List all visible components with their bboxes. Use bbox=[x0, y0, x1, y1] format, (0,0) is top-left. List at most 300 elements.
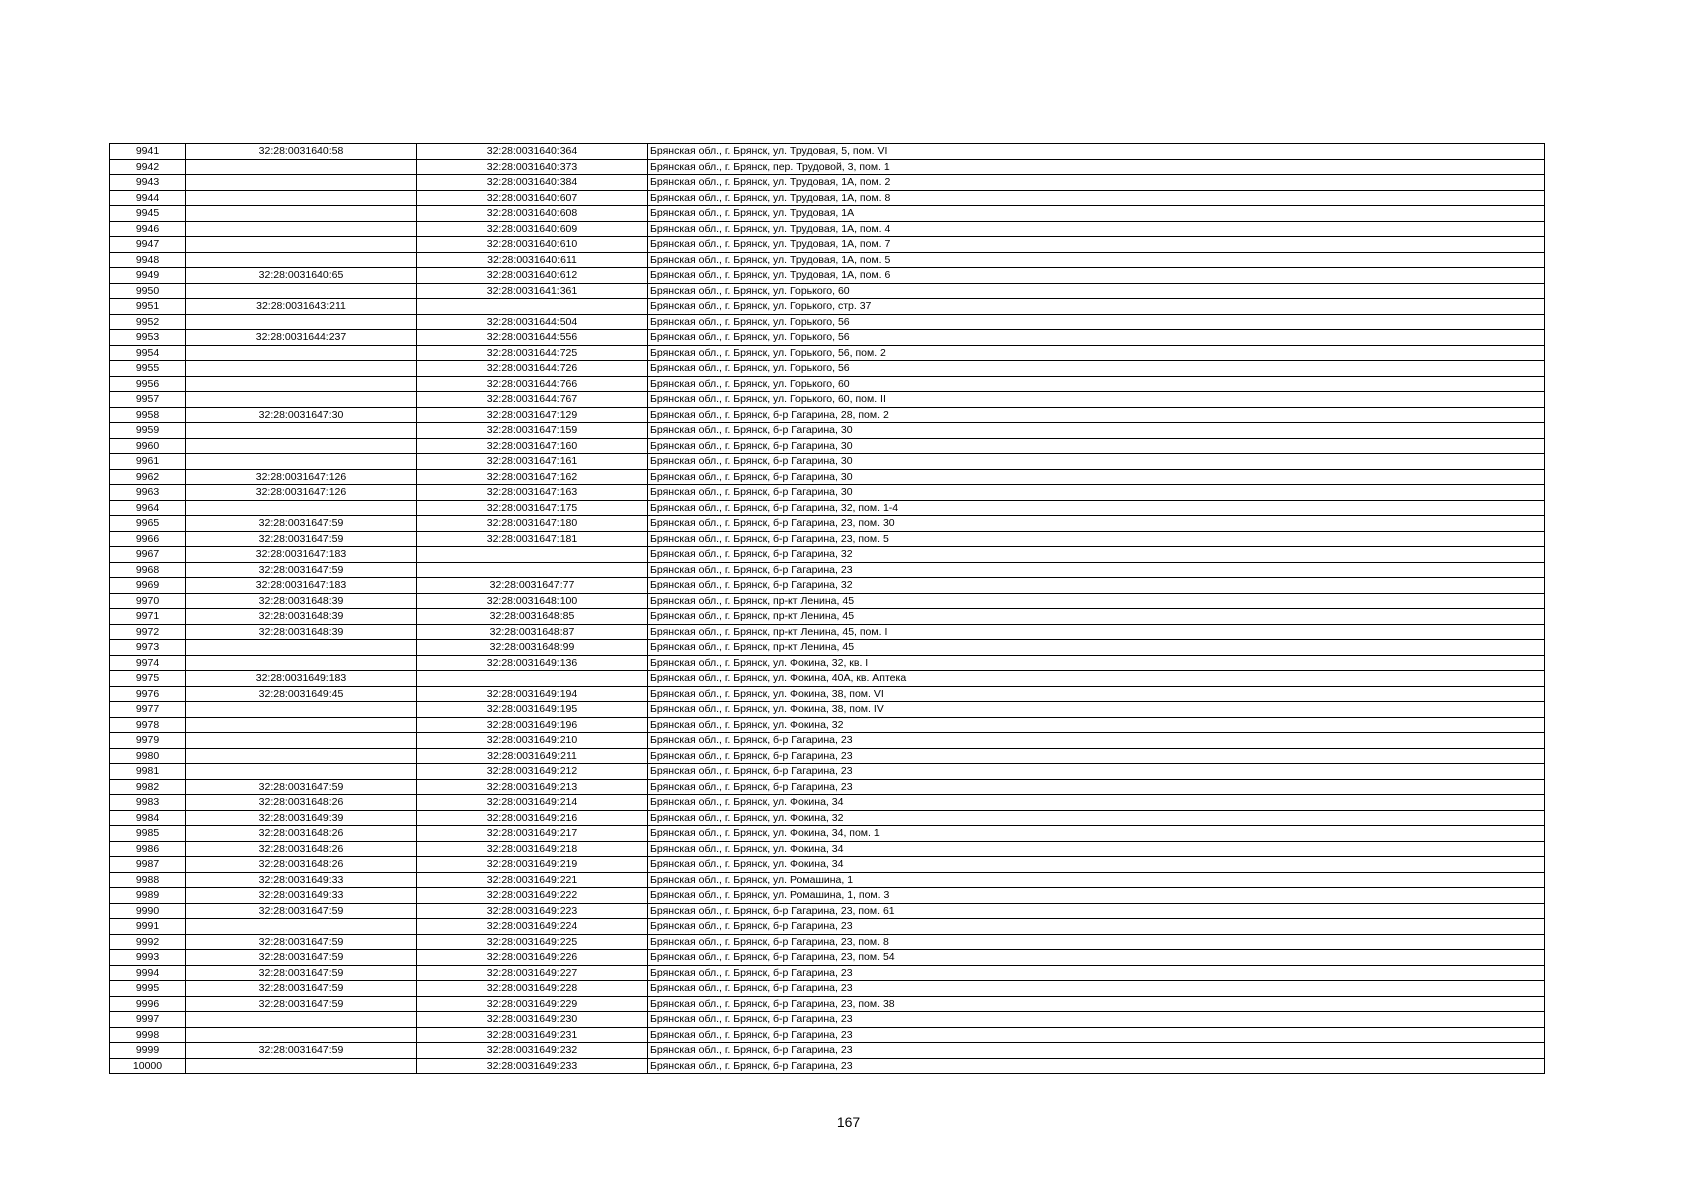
table-row bbox=[110, 671, 1545, 687]
parent-cadastral-number-cell: 32:28:0031647:183 bbox=[186, 547, 417, 563]
row-number-cell: 9955 bbox=[110, 361, 186, 377]
row-number-cell: 9994 bbox=[110, 965, 186, 981]
row-number-cell: 9977 bbox=[110, 702, 186, 718]
parent-cadastral-number-cell: 32:28:0031647:59 bbox=[186, 996, 417, 1012]
row-number-cell: 9942 bbox=[110, 159, 186, 175]
address-cell: Брянская обл., г. Брянск, ул. Горького, 56 bbox=[648, 314, 1545, 330]
table-row bbox=[110, 330, 1545, 346]
table-row bbox=[110, 857, 1545, 873]
cadastral-number-cell bbox=[417, 671, 648, 687]
row-number-cell: 9984 bbox=[110, 810, 186, 826]
address-cell: Брянская обл., г. Брянск, ул. Трудовая, 1А bbox=[648, 206, 1545, 222]
parent-cadastral-number-cell bbox=[186, 345, 417, 361]
cadastral-number-cell: 32:28:0031649:232 bbox=[417, 1043, 648, 1059]
table-row bbox=[110, 1012, 1545, 1028]
table-row bbox=[110, 562, 1545, 578]
cadastral-number-cell: 32:28:0031647:180 bbox=[417, 516, 648, 532]
parent-cadastral-number-cell: 32:28:0031649:33 bbox=[186, 872, 417, 888]
table-row bbox=[110, 252, 1545, 268]
address-cell: Брянская обл., г. Брянск, б-р Гагарина, 30 bbox=[648, 423, 1545, 439]
row-number-cell: 9989 bbox=[110, 888, 186, 904]
address-cell: Брянская обл., г. Брянск, б-р Гагарина, 30 bbox=[648, 438, 1545, 454]
row-number-cell: 9960 bbox=[110, 438, 186, 454]
address-cell: Брянская обл., г. Брянск, б-р Гагарина, 23 bbox=[648, 764, 1545, 780]
table-row bbox=[110, 500, 1545, 516]
row-number-cell: 9997 bbox=[110, 1012, 186, 1028]
table-row bbox=[110, 531, 1545, 547]
cadastral-number-cell: 32:28:0031649:194 bbox=[417, 686, 648, 702]
parent-cadastral-number-cell bbox=[186, 919, 417, 935]
parent-cadastral-number-cell bbox=[186, 175, 417, 191]
row-number-cell: 9952 bbox=[110, 314, 186, 330]
address-cell: Брянская обл., г. Брянск, б-р Гагарина, 30 bbox=[648, 469, 1545, 485]
cadastral-number-cell: 32:28:0031647:159 bbox=[417, 423, 648, 439]
cadastral-number-cell: 32:28:0031649:213 bbox=[417, 779, 648, 795]
row-number-cell: 9991 bbox=[110, 919, 186, 935]
row-number-cell: 9992 bbox=[110, 934, 186, 950]
parent-cadastral-number-cell bbox=[186, 190, 417, 206]
address-cell: Брянская обл., г. Брянск, б-р Гагарина, 23, пом. 54 bbox=[648, 950, 1545, 966]
row-number-cell: 9958 bbox=[110, 407, 186, 423]
parent-cadastral-number-cell: 32:28:0031643:211 bbox=[186, 299, 417, 315]
cadastral-number-cell: 32:28:0031649:224 bbox=[417, 919, 648, 935]
address-cell: Брянская обл., г. Брянск, ул. Горького, 56, пом. 2 bbox=[648, 345, 1545, 361]
table-row bbox=[110, 407, 1545, 423]
table-row bbox=[110, 175, 1545, 191]
address-cell: Брянская обл., г. Брянск, ул. Трудовая, 5, пом. VI bbox=[648, 144, 1545, 160]
address-cell: Брянская обл., г. Брянск, б-р Гагарина, 23, пом. 30 bbox=[648, 516, 1545, 532]
row-number-cell: 9956 bbox=[110, 376, 186, 392]
row-number-cell: 9983 bbox=[110, 795, 186, 811]
address-cell: Брянская обл., г. Брянск, ул. Горького, стр. 37 bbox=[648, 299, 1545, 315]
address-cell: Брянская обл., г. Брянск, ул. Горького, 60 bbox=[648, 283, 1545, 299]
parent-cadastral-number-cell: 32:28:0031640:65 bbox=[186, 268, 417, 284]
parent-cadastral-number-cell: 32:28:0031644:237 bbox=[186, 330, 417, 346]
cadastral-number-cell: 32:28:0031648:85 bbox=[417, 609, 648, 625]
cadastral-number-cell: 32:28:0031648:87 bbox=[417, 624, 648, 640]
parent-cadastral-number-cell: 32:28:0031647:30 bbox=[186, 407, 417, 423]
cadastral-number-cell: 32:28:0031648:100 bbox=[417, 593, 648, 609]
table-row bbox=[110, 221, 1545, 237]
table-row bbox=[110, 733, 1545, 749]
table-row bbox=[110, 640, 1545, 656]
address-cell: Брянская обл., г. Брянск, ул. Фокина, 38, пом. VI bbox=[648, 686, 1545, 702]
table-row bbox=[110, 748, 1545, 764]
address-cell: Брянская обл., г. Брянск, б-р Гагарина, 23 bbox=[648, 1027, 1545, 1043]
cadastral-number-cell: 32:28:0031640:373 bbox=[417, 159, 648, 175]
parent-cadastral-number-cell: 32:28:0031648:26 bbox=[186, 795, 417, 811]
table-row bbox=[110, 206, 1545, 222]
cadastral-number-cell: 32:28:0031649:222 bbox=[417, 888, 648, 904]
cadastral-number-cell: 32:28:0031644:767 bbox=[417, 392, 648, 408]
page-number: 167 bbox=[836, 1114, 861, 1130]
row-number-cell: 9980 bbox=[110, 748, 186, 764]
address-cell: Брянская обл., г. Брянск, б-р Гагарина, 32, пом. 1-4 bbox=[648, 500, 1545, 516]
table-row bbox=[110, 888, 1545, 904]
table-row bbox=[110, 1027, 1545, 1043]
row-number-cell: 9995 bbox=[110, 981, 186, 997]
cadastral-number-cell: 32:28:0031644:504 bbox=[417, 314, 648, 330]
parent-cadastral-number-cell: 32:28:0031648:26 bbox=[186, 826, 417, 842]
cadastral-number-cell: 32:28:0031649:223 bbox=[417, 903, 648, 919]
parent-cadastral-number-cell bbox=[186, 283, 417, 299]
row-number-cell: 9987 bbox=[110, 857, 186, 873]
row-number-cell: 9982 bbox=[110, 779, 186, 795]
row-number-cell: 9953 bbox=[110, 330, 186, 346]
parent-cadastral-number-cell bbox=[186, 748, 417, 764]
cadastral-number-cell: 32:28:0031641:361 bbox=[417, 283, 648, 299]
address-cell: Брянская обл., г. Брянск, ул. Горького, 56 bbox=[648, 330, 1545, 346]
parent-cadastral-number-cell bbox=[186, 376, 417, 392]
address-cell: Брянская обл., г. Брянск, б-р Гагарина, 23 bbox=[648, 733, 1545, 749]
cadastral-number-cell: 32:28:0031649:136 bbox=[417, 655, 648, 671]
row-number-cell: 9985 bbox=[110, 826, 186, 842]
table-row bbox=[110, 810, 1545, 826]
parent-cadastral-number-cell bbox=[186, 500, 417, 516]
address-cell: Брянская обл., г. Брянск, б-р Гагарина, 23 bbox=[648, 965, 1545, 981]
table-row bbox=[110, 965, 1545, 981]
cadastral-number-cell: 32:28:0031640:607 bbox=[417, 190, 648, 206]
parent-cadastral-number-cell bbox=[186, 237, 417, 253]
address-cell: Брянская обл., г. Брянск, ул. Фокина, 34 bbox=[648, 841, 1545, 857]
row-number-cell: 9988 bbox=[110, 872, 186, 888]
table-row bbox=[110, 314, 1545, 330]
row-number-cell: 9973 bbox=[110, 640, 186, 656]
cadastral-number-cell bbox=[417, 562, 648, 578]
address-cell: Брянская обл., г. Брянск, б-р Гагарина, 23 bbox=[648, 1043, 1545, 1059]
address-cell: Брянская обл., г. Брянск, пер. Трудовой, 3, пом. 1 bbox=[648, 159, 1545, 175]
table-row bbox=[110, 872, 1545, 888]
row-number-cell: 9963 bbox=[110, 485, 186, 501]
row-number-cell: 9947 bbox=[110, 237, 186, 253]
row-number-cell: 9996 bbox=[110, 996, 186, 1012]
cadastral-number-cell: 32:28:0031640:609 bbox=[417, 221, 648, 237]
address-cell: Брянская обл., г. Брянск, ул. Трудовая, 1А, пом. 7 bbox=[648, 237, 1545, 253]
table-row bbox=[110, 469, 1545, 485]
row-number-cell: 9944 bbox=[110, 190, 186, 206]
cadastral-number-cell: 32:28:0031648:99 bbox=[417, 640, 648, 656]
address-cell: Брянская обл., г. Брянск, пр-кт Ленина, 45 bbox=[648, 640, 1545, 656]
parent-cadastral-number-cell: 32:28:0031649:45 bbox=[186, 686, 417, 702]
parent-cadastral-number-cell bbox=[186, 252, 417, 268]
cadastral-number-cell: 32:28:0031640:612 bbox=[417, 268, 648, 284]
table-row bbox=[110, 655, 1545, 671]
row-number-cell: 9954 bbox=[110, 345, 186, 361]
cadastral-number-cell: 32:28:0031649:211 bbox=[417, 748, 648, 764]
parent-cadastral-number-cell bbox=[186, 392, 417, 408]
cadastral-number-cell: 32:28:0031640:610 bbox=[417, 237, 648, 253]
parent-cadastral-number-cell bbox=[186, 159, 417, 175]
row-number-cell: 9993 bbox=[110, 950, 186, 966]
row-number-cell: 9970 bbox=[110, 593, 186, 609]
table-row bbox=[110, 237, 1545, 253]
cadastral-number-cell: 32:28:0031649:219 bbox=[417, 857, 648, 873]
cadastral-number-cell: 32:28:0031649:230 bbox=[417, 1012, 648, 1028]
table-row bbox=[110, 376, 1545, 392]
address-cell: Брянская обл., г. Брянск, б-р Гагарина, 23 bbox=[648, 1058, 1545, 1074]
table-row bbox=[110, 423, 1545, 439]
parent-cadastral-number-cell: 32:28:0031649:33 bbox=[186, 888, 417, 904]
table-row bbox=[110, 268, 1545, 284]
address-cell: Брянская обл., г. Брянск, ул. Горького, 60 bbox=[648, 376, 1545, 392]
address-cell: Брянская обл., г. Брянск, б-р Гагарина, 23 bbox=[648, 1012, 1545, 1028]
registry-table bbox=[109, 143, 1545, 1074]
address-cell: Брянская обл., г. Брянск, ул. Фокина, 38, пом. IV bbox=[648, 702, 1545, 718]
cadastral-number-cell bbox=[417, 547, 648, 563]
address-cell: Брянская обл., г. Брянск, пр-кт Ленина, 45 bbox=[648, 609, 1545, 625]
cadastral-number-cell bbox=[417, 299, 648, 315]
cadastral-number-cell: 32:28:0031644:725 bbox=[417, 345, 648, 361]
address-cell: Брянская обл., г. Брянск, ул. Трудовая, 1А, пом. 6 bbox=[648, 268, 1545, 284]
parent-cadastral-number-cell bbox=[186, 1012, 417, 1028]
address-cell: Брянская обл., г. Брянск, б-р Гагарина, 23, пом. 61 bbox=[648, 903, 1545, 919]
address-cell: Брянская обл., г. Брянск, ул. Горького, 56 bbox=[648, 361, 1545, 377]
parent-cadastral-number-cell: 32:28:0031647:59 bbox=[186, 531, 417, 547]
address-cell: Брянская обл., г. Брянск, ул. Трудовая, 1А, пом. 5 bbox=[648, 252, 1545, 268]
row-number-cell: 9949 bbox=[110, 268, 186, 284]
address-cell: Брянская обл., г. Брянск, б-р Гагарина, 23, пом. 8 bbox=[648, 934, 1545, 950]
address-cell: Брянская обл., г. Брянск, б-р Гагарина, 23 bbox=[648, 779, 1545, 795]
table-row bbox=[110, 578, 1545, 594]
cadastral-number-cell: 32:28:0031649:195 bbox=[417, 702, 648, 718]
address-cell: Брянская обл., г. Брянск, б-р Гагарина, 30 bbox=[648, 485, 1545, 501]
table-row bbox=[110, 392, 1545, 408]
table-row bbox=[110, 283, 1545, 299]
table-row bbox=[110, 190, 1545, 206]
parent-cadastral-number-cell bbox=[186, 206, 417, 222]
table-row bbox=[110, 919, 1545, 935]
row-number-cell: 9948 bbox=[110, 252, 186, 268]
row-number-cell: 9962 bbox=[110, 469, 186, 485]
row-number-cell: 9998 bbox=[110, 1027, 186, 1043]
cadastral-number-cell: 32:28:0031649:228 bbox=[417, 981, 648, 997]
parent-cadastral-number-cell: 32:28:0031649:39 bbox=[186, 810, 417, 826]
address-cell: Брянская обл., г. Брянск, пр-кт Ленина, 45, пом. I bbox=[648, 624, 1545, 640]
address-cell: Брянская обл., г. Брянск, б-р Гагарина, 28, пом. 2 bbox=[648, 407, 1545, 423]
parent-cadastral-number-cell: 32:28:0031647:59 bbox=[186, 516, 417, 532]
row-number-cell: 9943 bbox=[110, 175, 186, 191]
parent-cadastral-number-cell: 32:28:0031647:59 bbox=[186, 981, 417, 997]
parent-cadastral-number-cell bbox=[186, 640, 417, 656]
cadastral-number-cell: 32:28:0031647:160 bbox=[417, 438, 648, 454]
table-row bbox=[110, 609, 1545, 625]
address-cell: Брянская обл., г. Брянск, б-р Гагарина, 30 bbox=[648, 454, 1545, 470]
cadastral-number-cell: 32:28:0031649:212 bbox=[417, 764, 648, 780]
parent-cadastral-number-cell: 32:28:0031647:59 bbox=[186, 779, 417, 795]
table-row bbox=[110, 717, 1545, 733]
table-row bbox=[110, 702, 1545, 718]
cadastral-number-cell: 32:28:0031649:229 bbox=[417, 996, 648, 1012]
row-number-cell: 9965 bbox=[110, 516, 186, 532]
table-row bbox=[110, 454, 1545, 470]
address-cell: Брянская обл., г. Брянск, б-р Гагарина, 23 bbox=[648, 981, 1545, 997]
table-row bbox=[110, 841, 1545, 857]
row-number-cell: 9972 bbox=[110, 624, 186, 640]
cadastral-number-cell: 32:28:0031649:231 bbox=[417, 1027, 648, 1043]
parent-cadastral-number-cell: 32:28:0031648:26 bbox=[186, 841, 417, 857]
cadastral-number-cell: 32:28:0031647:163 bbox=[417, 485, 648, 501]
parent-cadastral-number-cell: 32:28:0031647:183 bbox=[186, 578, 417, 594]
row-number-cell: 9950 bbox=[110, 283, 186, 299]
table-row bbox=[110, 950, 1545, 966]
address-cell: Брянская обл., г. Брянск, б-р Гагарина, 23, пом. 38 bbox=[648, 996, 1545, 1012]
table-row bbox=[110, 516, 1545, 532]
cadastral-number-cell: 32:28:0031647:162 bbox=[417, 469, 648, 485]
address-cell: Брянская обл., г. Брянск, ул. Фокина, 34 bbox=[648, 857, 1545, 873]
address-cell: Брянская обл., г. Брянск, ул. Фокина, 32 bbox=[648, 717, 1545, 733]
row-number-cell: 9986 bbox=[110, 841, 186, 857]
address-cell: Брянская обл., г. Брянск, ул. Фокина, 34 bbox=[648, 795, 1545, 811]
row-number-cell: 9981 bbox=[110, 764, 186, 780]
cadastral-number-cell: 32:28:0031644:766 bbox=[417, 376, 648, 392]
address-cell: Брянская обл., г. Брянск, б-р Гагарина, 23 bbox=[648, 748, 1545, 764]
parent-cadastral-number-cell: 32:28:0031647:59 bbox=[186, 562, 417, 578]
table-row bbox=[110, 485, 1545, 501]
parent-cadastral-number-cell: 32:28:0031649:183 bbox=[186, 671, 417, 687]
cadastral-number-cell: 32:28:0031647:181 bbox=[417, 531, 648, 547]
parent-cadastral-number-cell: 32:28:0031647:59 bbox=[186, 965, 417, 981]
row-number-cell: 9990 bbox=[110, 903, 186, 919]
address-cell: Брянская обл., г. Брянск, б-р Гагарина, 23, пом. 5 bbox=[648, 531, 1545, 547]
table-row bbox=[110, 593, 1545, 609]
parent-cadastral-number-cell bbox=[186, 361, 417, 377]
parent-cadastral-number-cell bbox=[186, 438, 417, 454]
cadastral-number-cell: 32:28:0031644:726 bbox=[417, 361, 648, 377]
cadastral-number-cell: 32:28:0031649:225 bbox=[417, 934, 648, 950]
row-number-cell: 9967 bbox=[110, 547, 186, 563]
row-number-cell: 9964 bbox=[110, 500, 186, 516]
address-cell: Брянская обл., г. Брянск, б-р Гагарина, 32 bbox=[648, 547, 1545, 563]
address-cell: Брянская обл., г. Брянск, ул. Горького, 60, пом. II bbox=[648, 392, 1545, 408]
address-cell: Брянская обл., г. Брянск, ул. Фокина, 32, кв. I bbox=[648, 655, 1545, 671]
cadastral-number-cell: 32:28:0031649:196 bbox=[417, 717, 648, 733]
parent-cadastral-number-cell bbox=[186, 733, 417, 749]
cadastral-number-cell: 32:28:0031647:161 bbox=[417, 454, 648, 470]
table-row bbox=[110, 345, 1545, 361]
table-row bbox=[110, 144, 1545, 160]
address-cell: Брянская обл., г. Брянск, б-р Гагарина, 23 bbox=[648, 919, 1545, 935]
parent-cadastral-number-cell: 32:28:0031647:59 bbox=[186, 934, 417, 950]
address-cell: Брянская обл., г. Брянск, ул. Фокина, 32 bbox=[648, 810, 1545, 826]
parent-cadastral-number-cell: 32:28:0031647:59 bbox=[186, 903, 417, 919]
cadastral-number-cell: 32:28:0031649:214 bbox=[417, 795, 648, 811]
table-row bbox=[110, 826, 1545, 842]
cadastral-number-cell: 32:28:0031649:210 bbox=[417, 733, 648, 749]
cadastral-number-cell: 32:28:0031644:556 bbox=[417, 330, 648, 346]
parent-cadastral-number-cell: 32:28:0031648:39 bbox=[186, 624, 417, 640]
row-number-cell: 9976 bbox=[110, 686, 186, 702]
cadastral-number-cell: 32:28:0031649:216 bbox=[417, 810, 648, 826]
row-number-cell: 9968 bbox=[110, 562, 186, 578]
parent-cadastral-number-cell bbox=[186, 314, 417, 330]
parent-cadastral-number-cell: 32:28:0031647:59 bbox=[186, 1043, 417, 1059]
cadastral-number-cell: 32:28:0031640:384 bbox=[417, 175, 648, 191]
table-row bbox=[110, 299, 1545, 315]
address-cell: Брянская обл., г. Брянск, б-р Гагарина, 32 bbox=[648, 578, 1545, 594]
cadastral-number-cell: 32:28:0031649:233 bbox=[417, 1058, 648, 1074]
cadastral-number-cell: 32:28:0031640:364 bbox=[417, 144, 648, 160]
table-row bbox=[110, 903, 1545, 919]
table-row bbox=[110, 624, 1545, 640]
address-cell: Брянская обл., г. Брянск, б-р Гагарина, 23 bbox=[648, 562, 1545, 578]
row-number-cell: 9957 bbox=[110, 392, 186, 408]
parent-cadastral-number-cell: 32:28:0031647:59 bbox=[186, 950, 417, 966]
row-number-cell: 9961 bbox=[110, 454, 186, 470]
parent-cadastral-number-cell: 32:28:0031640:58 bbox=[186, 144, 417, 160]
parent-cadastral-number-cell bbox=[186, 717, 417, 733]
address-cell: Брянская обл., г. Брянск, ул. Ромашина, 1, пом. 3 bbox=[648, 888, 1545, 904]
parent-cadastral-number-cell: 32:28:0031648:26 bbox=[186, 857, 417, 873]
row-number-cell: 9999 bbox=[110, 1043, 186, 1059]
parent-cadastral-number-cell: 32:28:0031647:126 bbox=[186, 485, 417, 501]
table-row bbox=[110, 981, 1545, 997]
row-number-cell: 9945 bbox=[110, 206, 186, 222]
parent-cadastral-number-cell bbox=[186, 454, 417, 470]
address-cell: Брянская обл., г. Брянск, ул. Трудовая, 1А, пом. 8 bbox=[648, 190, 1545, 206]
cadastral-number-cell: 32:28:0031649:221 bbox=[417, 872, 648, 888]
parent-cadastral-number-cell: 32:28:0031647:126 bbox=[186, 469, 417, 485]
parent-cadastral-number-cell: 32:28:0031648:39 bbox=[186, 609, 417, 625]
row-number-cell: 9978 bbox=[110, 717, 186, 733]
cadastral-number-cell: 32:28:0031649:227 bbox=[417, 965, 648, 981]
table-row bbox=[110, 1058, 1545, 1074]
table-row bbox=[110, 996, 1545, 1012]
cadastral-number-cell: 32:28:0031647:129 bbox=[417, 407, 648, 423]
table-row bbox=[110, 361, 1545, 377]
table-row bbox=[110, 795, 1545, 811]
row-number-cell: 9974 bbox=[110, 655, 186, 671]
address-cell: Брянская обл., г. Брянск, ул. Фокина, 34, пом. 1 bbox=[648, 826, 1545, 842]
cadastral-number-cell: 32:28:0031649:218 bbox=[417, 841, 648, 857]
row-number-cell: 9971 bbox=[110, 609, 186, 625]
table-row bbox=[110, 764, 1545, 780]
cadastral-number-cell: 32:28:0031647:175 bbox=[417, 500, 648, 516]
parent-cadastral-number-cell bbox=[186, 1027, 417, 1043]
table-row bbox=[110, 686, 1545, 702]
row-number-cell: 9979 bbox=[110, 733, 186, 749]
address-cell: Брянская обл., г. Брянск, ул. Фокина, 40А, кв. Аптека bbox=[648, 671, 1545, 687]
cadastral-number-cell: 32:28:0031649:226 bbox=[417, 950, 648, 966]
registry-table-body bbox=[110, 144, 1545, 1074]
table-row bbox=[110, 159, 1545, 175]
row-number-cell: 9941 bbox=[110, 144, 186, 160]
row-number-cell: 9959 bbox=[110, 423, 186, 439]
parent-cadastral-number-cell: 32:28:0031648:39 bbox=[186, 593, 417, 609]
cadastral-number-cell: 32:28:0031640:611 bbox=[417, 252, 648, 268]
parent-cadastral-number-cell bbox=[186, 655, 417, 671]
row-number-cell: 9946 bbox=[110, 221, 186, 237]
address-cell: Брянская обл., г. Брянск, ул. Трудовая, 1А, пом. 2 bbox=[648, 175, 1545, 191]
row-number-cell: 9966 bbox=[110, 531, 186, 547]
parent-cadastral-number-cell bbox=[186, 1058, 417, 1074]
table-row bbox=[110, 934, 1545, 950]
cadastral-number-cell: 32:28:0031640:608 bbox=[417, 206, 648, 222]
parent-cadastral-number-cell bbox=[186, 764, 417, 780]
row-number-cell: 9975 bbox=[110, 671, 186, 687]
address-cell: Брянская обл., г. Брянск, ул. Трудовая, 1А, пом. 4 bbox=[648, 221, 1545, 237]
row-number-cell: 10000 bbox=[110, 1058, 186, 1074]
parent-cadastral-number-cell bbox=[186, 423, 417, 439]
parent-cadastral-number-cell bbox=[186, 221, 417, 237]
table-row bbox=[110, 1043, 1545, 1059]
row-number-cell: 9969 bbox=[110, 578, 186, 594]
cadastral-number-cell: 32:28:0031649:217 bbox=[417, 826, 648, 842]
row-number-cell: 9951 bbox=[110, 299, 186, 315]
address-cell: Брянская обл., г. Брянск, ул. Ромашина, 1 bbox=[648, 872, 1545, 888]
address-cell: Брянская обл., г. Брянск, пр-кт Ленина, 45 bbox=[648, 593, 1545, 609]
table-row bbox=[110, 779, 1545, 795]
parent-cadastral-number-cell bbox=[186, 702, 417, 718]
